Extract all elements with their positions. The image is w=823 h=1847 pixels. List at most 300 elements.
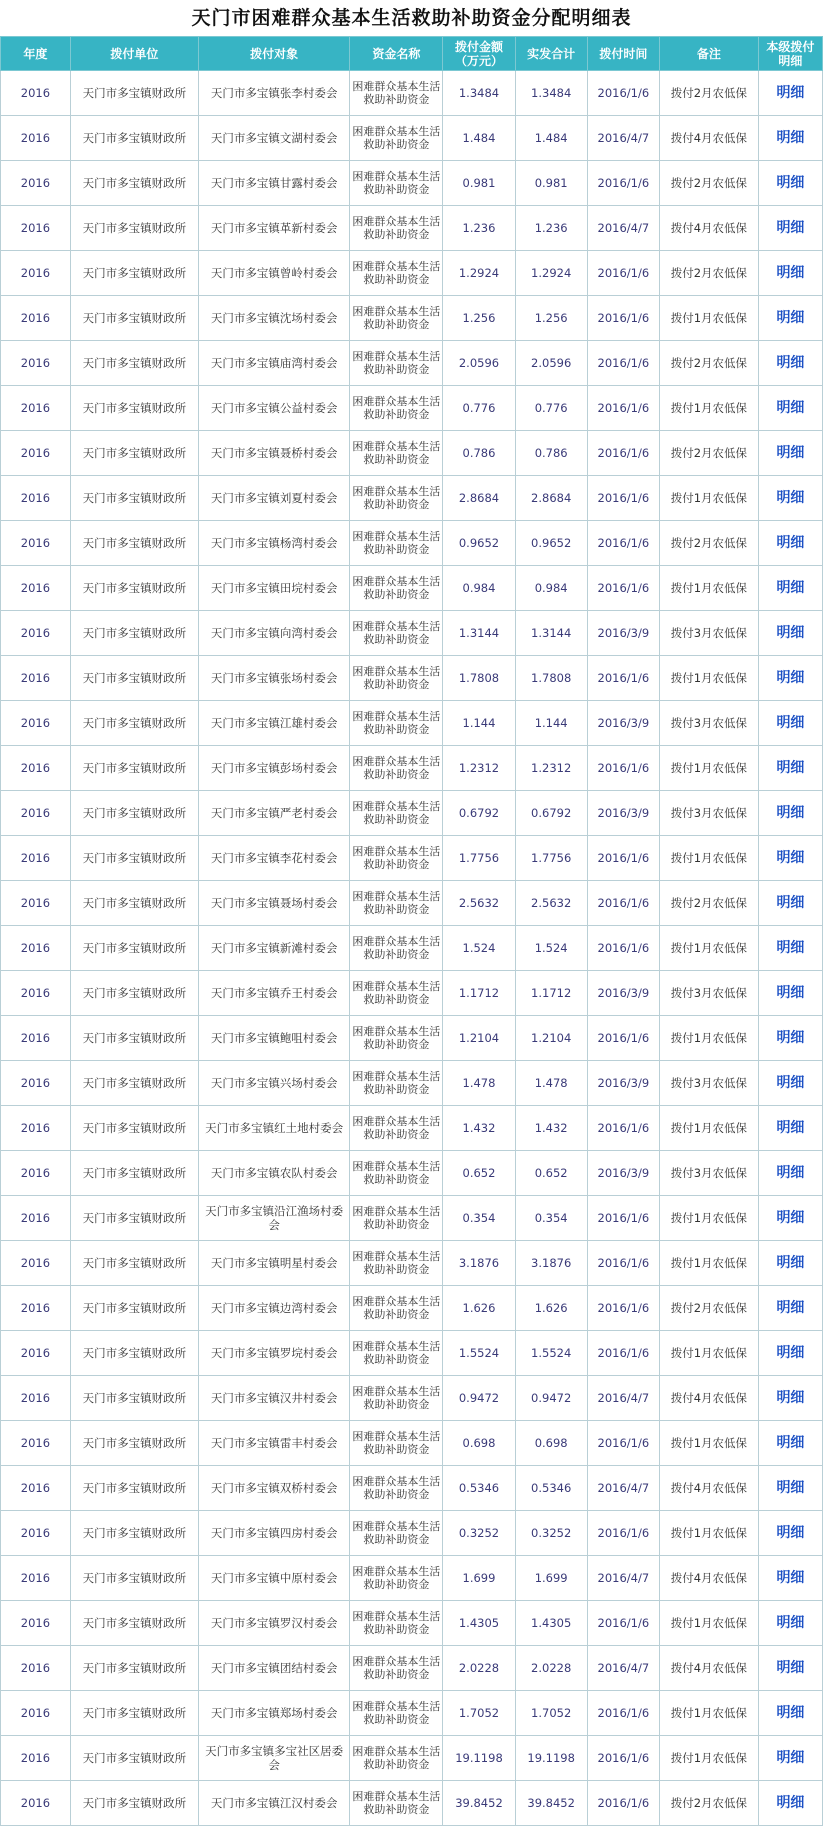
- detail-link[interactable]: 明细: [776, 1300, 805, 1316]
- actual-total-cell: 1.1712: [515, 971, 587, 1016]
- detail-link[interactable]: 明细: [776, 1435, 805, 1451]
- amount-cell: 1.5524: [443, 1331, 515, 1376]
- detail-link[interactable]: 明细: [776, 355, 805, 371]
- table-row: [1, 1016, 823, 1061]
- remark-cell: 拨付2月农低保: [659, 251, 758, 296]
- detail-link[interactable]: 明细: [776, 1345, 805, 1361]
- recipient-cell: 天门市多宝镇革新村委会: [198, 206, 349, 251]
- table-row: [1, 1601, 823, 1646]
- year-cell: 2016: [1, 476, 71, 521]
- actual-total-cell: 1.256: [515, 296, 587, 341]
- date-cell: 2016/4/7: [587, 1646, 659, 1691]
- recipient-cell: 天门市多宝镇向湾村委会: [198, 611, 349, 656]
- col-payer-header: 拨付单位: [70, 37, 198, 71]
- actual-total-cell: 1.699: [515, 1556, 587, 1601]
- recipient-cell: 天门市多宝镇沈场村委会: [198, 296, 349, 341]
- payer-cell: 天门市多宝镇财政所: [70, 881, 198, 926]
- fund-name-cell: 困难群众基本生活救助补助资金: [350, 1691, 443, 1736]
- date-cell: 2016/1/6: [587, 341, 659, 386]
- actual-total-cell: 3.1876: [515, 1241, 587, 1286]
- actual-total-cell: 1.2104: [515, 1016, 587, 1061]
- date-cell: 2016/3/9: [587, 611, 659, 656]
- detail-link[interactable]: 明细: [776, 985, 805, 1001]
- actual-total-cell: 0.3252: [515, 1511, 587, 1556]
- remark-cell: 拨付1月农低保: [659, 1511, 758, 1556]
- table-row: [1, 1196, 823, 1241]
- amount-cell: 2.8684: [443, 476, 515, 521]
- actual-total-cell: 0.776: [515, 386, 587, 431]
- remark-cell: 拨付1月农低保: [659, 1196, 758, 1241]
- date-cell: 2016/1/6: [587, 1511, 659, 1556]
- recipient-cell: 天门市多宝镇张李村委会: [198, 71, 349, 116]
- year-cell: 2016: [1, 251, 71, 296]
- detail-link[interactable]: 明细: [776, 1525, 805, 1541]
- year-cell: 2016: [1, 926, 71, 971]
- detail-cell: [758, 1511, 822, 1556]
- amount-cell: 0.9652: [443, 521, 515, 566]
- date-cell: 2016/3/9: [587, 1061, 659, 1106]
- detail-cell: [758, 1556, 822, 1601]
- recipient-cell: 天门市多宝镇团结村委会: [198, 1646, 349, 1691]
- amount-cell: 1.484: [443, 116, 515, 161]
- amount-cell: 2.0228: [443, 1646, 515, 1691]
- recipient-cell: 天门市多宝镇李花村委会: [198, 836, 349, 881]
- detail-link[interactable]: 明细: [776, 1795, 805, 1811]
- year-cell: 2016: [1, 206, 71, 251]
- detail-cell: [758, 1646, 822, 1691]
- year-cell: 2016: [1, 161, 71, 206]
- actual-total-cell: 0.698: [515, 1421, 587, 1466]
- table-row: [1, 611, 823, 656]
- actual-total-cell: 0.6792: [515, 791, 587, 836]
- payer-cell: 天门市多宝镇财政所: [70, 566, 198, 611]
- year-cell: 2016: [1, 1151, 71, 1196]
- remark-cell: 拨付3月农低保: [659, 701, 758, 746]
- fund-name-cell: 困难群众基本生活救助补助资金: [350, 1106, 443, 1151]
- header-row: [1, 37, 823, 71]
- actual-total-cell: 0.786: [515, 431, 587, 476]
- table-row: [1, 161, 823, 206]
- payer-cell: 天门市多宝镇财政所: [70, 791, 198, 836]
- recipient-cell: 天门市多宝镇汉井村委会: [198, 1376, 349, 1421]
- detail-cell: [758, 1241, 822, 1286]
- payer-cell: 天门市多宝镇财政所: [70, 1016, 198, 1061]
- col-date-header: 拨付时间: [587, 37, 659, 71]
- year-cell: 2016: [1, 656, 71, 701]
- amount-cell: 1.626: [443, 1286, 515, 1331]
- detail-link[interactable]: 明细: [776, 670, 805, 686]
- year-cell: 2016: [1, 881, 71, 926]
- fund-name-cell: 困难群众基本生活救助补助资金: [350, 656, 443, 701]
- detail-link[interactable]: 明细: [776, 445, 805, 461]
- detail-link[interactable]: 明细: [776, 1390, 805, 1406]
- amount-cell: 0.6792: [443, 791, 515, 836]
- recipient-cell: 天门市多宝镇严老村委会: [198, 791, 349, 836]
- col-actual-total-header: 实发合计: [515, 37, 587, 71]
- recipient-cell: 天门市多宝镇杨湾村委会: [198, 521, 349, 566]
- amount-cell: 1.144: [443, 701, 515, 746]
- detail-cell: [758, 476, 822, 521]
- payer-cell: 天门市多宝镇财政所: [70, 926, 198, 971]
- table-row: [1, 71, 823, 116]
- remark-cell: 拨付1月农低保: [659, 1421, 758, 1466]
- date-cell: 2016/1/6: [587, 926, 659, 971]
- table-row: [1, 746, 823, 791]
- remark-cell: 拨付4月农低保: [659, 1466, 758, 1511]
- remark-cell: 拨付3月农低保: [659, 791, 758, 836]
- fund-name-cell: 困难群众基本生活救助补助资金: [350, 1421, 443, 1466]
- date-cell: 2016/1/6: [587, 1241, 659, 1286]
- fund-name-cell: 困难群众基本生活救助补助资金: [350, 836, 443, 881]
- remark-cell: 拨付4月农低保: [659, 116, 758, 161]
- recipient-cell: 天门市多宝镇江雄村委会: [198, 701, 349, 746]
- recipient-cell: 天门市多宝镇罗汉村委会: [198, 1601, 349, 1646]
- actual-total-cell: 1.524: [515, 926, 587, 971]
- recipient-cell: 天门市多宝镇聂场村委会: [198, 881, 349, 926]
- detail-link[interactable]: 明细: [776, 400, 805, 416]
- remark-cell: 拨付1月农低保: [659, 296, 758, 341]
- year-cell: 2016: [1, 1511, 71, 1556]
- date-cell: 2016/1/6: [587, 386, 659, 431]
- year-cell: 2016: [1, 971, 71, 1016]
- detail-link[interactable]: 明细: [776, 850, 805, 866]
- fund-name-cell: 困难群众基本生活救助补助资金: [350, 431, 443, 476]
- year-cell: 2016: [1, 1736, 71, 1781]
- detail-link[interactable]: 明细: [776, 1030, 805, 1046]
- detail-cell: [758, 701, 822, 746]
- detail-link[interactable]: 明细: [776, 85, 805, 101]
- payer-cell: 天门市多宝镇财政所: [70, 1286, 198, 1331]
- table-row: [1, 116, 823, 161]
- year-cell: 2016: [1, 1601, 71, 1646]
- actual-total-cell: 0.981: [515, 161, 587, 206]
- amount-cell: 1.7052: [443, 1691, 515, 1736]
- fund-name-cell: 困难群众基本生活救助补助资金: [350, 116, 443, 161]
- fund-name-cell: 困难群众基本生活救助补助资金: [350, 161, 443, 206]
- actual-total-cell: 0.5346: [515, 1466, 587, 1511]
- detail-cell: [758, 1196, 822, 1241]
- table-row: [1, 656, 823, 701]
- actual-total-cell: 1.626: [515, 1286, 587, 1331]
- date-cell: 2016/1/6: [587, 161, 659, 206]
- detail-link[interactable]: 明细: [776, 940, 805, 956]
- recipient-cell: 天门市多宝镇双桥村委会: [198, 1466, 349, 1511]
- fund-name-cell: 困难群众基本生活救助补助资金: [350, 1466, 443, 1511]
- date-cell: 2016/1/6: [587, 656, 659, 701]
- amount-cell: 19.1198: [443, 1736, 515, 1781]
- detail-link[interactable]: 明细: [776, 760, 805, 776]
- fund-name-cell: 困难群众基本生活救助补助资金: [350, 1331, 443, 1376]
- amount-cell: 1.524: [443, 926, 515, 971]
- year-cell: 2016: [1, 71, 71, 116]
- detail-cell: [758, 836, 822, 881]
- fund-name-cell: 困难群众基本生活救助补助资金: [350, 251, 443, 296]
- fund-name-cell: 困难群众基本生活救助补助资金: [350, 386, 443, 431]
- remark-cell: 拨付1月农低保: [659, 1106, 758, 1151]
- payer-cell: 天门市多宝镇财政所: [70, 1781, 198, 1826]
- year-cell: 2016: [1, 1016, 71, 1061]
- fund-name-cell: 困难群众基本生活救助补助资金: [350, 1376, 443, 1421]
- detail-link[interactable]: 明细: [776, 535, 805, 551]
- actual-total-cell: 1.4305: [515, 1601, 587, 1646]
- detail-link[interactable]: 明细: [776, 1660, 805, 1676]
- detail-cell: [758, 1736, 822, 1781]
- date-cell: 2016/1/6: [587, 836, 659, 881]
- fund-name-cell: 困难群众基本生活救助补助资金: [350, 566, 443, 611]
- year-cell: 2016: [1, 1376, 71, 1421]
- remark-cell: 拨付4月农低保: [659, 206, 758, 251]
- fund-name-cell: 困难群众基本生活救助补助资金: [350, 206, 443, 251]
- detail-cell: [758, 341, 822, 386]
- payer-cell: 天门市多宝镇财政所: [70, 971, 198, 1016]
- remark-cell: 拨付1月农低保: [659, 1016, 758, 1061]
- amount-cell: 1.7756: [443, 836, 515, 881]
- date-cell: 2016/1/6: [587, 746, 659, 791]
- amount-cell: 0.698: [443, 1421, 515, 1466]
- amount-cell: 0.9472: [443, 1376, 515, 1421]
- actual-total-cell: 1.2924: [515, 251, 587, 296]
- date-cell: 2016/1/6: [587, 251, 659, 296]
- payer-cell: 天门市多宝镇财政所: [70, 1691, 198, 1736]
- date-cell: 2016/1/6: [587, 1286, 659, 1331]
- remark-cell: 拨付4月农低保: [659, 1376, 758, 1421]
- year-cell: 2016: [1, 1061, 71, 1106]
- table-row: [1, 971, 823, 1016]
- detail-link[interactable]: 明细: [776, 805, 805, 821]
- detail-cell: [758, 1286, 822, 1331]
- detail-link[interactable]: 明细: [776, 1165, 805, 1181]
- amount-cell: 1.7808: [443, 656, 515, 701]
- remark-cell: 拨付4月农低保: [659, 1556, 758, 1601]
- remark-cell: 拨付1月农低保: [659, 656, 758, 701]
- remark-cell: 拨付3月农低保: [659, 1061, 758, 1106]
- date-cell: 2016/1/6: [587, 1196, 659, 1241]
- payer-cell: 天门市多宝镇财政所: [70, 1376, 198, 1421]
- table-row: [1, 1376, 823, 1421]
- recipient-cell: 天门市多宝镇乔王村委会: [198, 971, 349, 1016]
- payer-cell: 天门市多宝镇财政所: [70, 206, 198, 251]
- date-cell: 2016/1/6: [587, 1016, 659, 1061]
- detail-link[interactable]: 明细: [776, 1705, 805, 1721]
- date-cell: 2016/1/6: [587, 1331, 659, 1376]
- payer-cell: 天门市多宝镇财政所: [70, 1196, 198, 1241]
- payer-cell: 天门市多宝镇财政所: [70, 1421, 198, 1466]
- amount-cell: 0.652: [443, 1151, 515, 1196]
- payer-cell: 天门市多宝镇财政所: [70, 386, 198, 431]
- detail-link[interactable]: 明细: [776, 1075, 805, 1091]
- payer-cell: 天门市多宝镇财政所: [70, 1646, 198, 1691]
- amount-cell: 1.2312: [443, 746, 515, 791]
- recipient-cell: 天门市多宝镇边湾村委会: [198, 1286, 349, 1331]
- actual-total-cell: 1.432: [515, 1106, 587, 1151]
- amount-cell: 0.776: [443, 386, 515, 431]
- date-cell: 2016/4/7: [587, 1466, 659, 1511]
- date-cell: 2016/1/6: [587, 71, 659, 116]
- table-row: [1, 1736, 823, 1781]
- amount-cell: 1.432: [443, 1106, 515, 1151]
- amount-cell: 0.3252: [443, 1511, 515, 1556]
- detail-link[interactable]: 明细: [776, 1570, 805, 1586]
- detail-link[interactable]: 明细: [776, 895, 805, 911]
- detail-link[interactable]: 明细: [776, 175, 805, 191]
- remark-cell: 拨付1月农低保: [659, 386, 758, 431]
- detail-link[interactable]: 明细: [776, 130, 805, 146]
- date-cell: 2016/4/7: [587, 1376, 659, 1421]
- remark-cell: 拨付1月农低保: [659, 1736, 758, 1781]
- amount-cell: 3.1876: [443, 1241, 515, 1286]
- year-cell: 2016: [1, 836, 71, 881]
- payer-cell: 天门市多宝镇财政所: [70, 296, 198, 341]
- fund-name-cell: 困难群众基本生活救助补助资金: [350, 971, 443, 1016]
- amount-cell: 1.2924: [443, 251, 515, 296]
- amount-cell: 0.5346: [443, 1466, 515, 1511]
- amount-cell: 1.256: [443, 296, 515, 341]
- table-row: [1, 251, 823, 296]
- date-cell: 2016/1/6: [587, 1601, 659, 1646]
- remark-cell: 拨付2月农低保: [659, 1286, 758, 1331]
- remark-cell: 拨付1月农低保: [659, 1691, 758, 1736]
- year-cell: 2016: [1, 1691, 71, 1736]
- detail-link[interactable]: 明细: [776, 1480, 805, 1496]
- detail-cell: [758, 746, 822, 791]
- table-row: [1, 791, 823, 836]
- detail-cell: [758, 71, 822, 116]
- amount-cell: 0.981: [443, 161, 515, 206]
- detail-link[interactable]: 明细: [776, 1255, 805, 1271]
- payer-cell: 天门市多宝镇财政所: [70, 1736, 198, 1781]
- payer-cell: 天门市多宝镇财政所: [70, 1466, 198, 1511]
- recipient-cell: 天门市多宝镇庙湾村委会: [198, 341, 349, 386]
- detail-link[interactable]: 明细: [776, 1120, 805, 1136]
- recipient-cell: 天门市多宝镇田垸村委会: [198, 566, 349, 611]
- detail-link[interactable]: 明细: [776, 1750, 805, 1766]
- amount-cell: 1.4305: [443, 1601, 515, 1646]
- detail-cell: [758, 1331, 822, 1376]
- payer-cell: 天门市多宝镇财政所: [70, 656, 198, 701]
- recipient-cell: 天门市多宝镇甘露村委会: [198, 161, 349, 206]
- year-cell: 2016: [1, 746, 71, 791]
- payer-cell: 天门市多宝镇财政所: [70, 1241, 198, 1286]
- payer-cell: 天门市多宝镇财政所: [70, 521, 198, 566]
- year-cell: 2016: [1, 1331, 71, 1376]
- date-cell: 2016/3/9: [587, 1151, 659, 1196]
- amount-cell: 0.354: [443, 1196, 515, 1241]
- detail-link[interactable]: 明细: [776, 580, 805, 596]
- detail-link[interactable]: 明细: [776, 490, 805, 506]
- fund-name-cell: 困难群众基本生活救助补助资金: [350, 926, 443, 971]
- date-cell: 2016/1/6: [587, 1781, 659, 1826]
- year-cell: 2016: [1, 431, 71, 476]
- detail-cell: [758, 1466, 822, 1511]
- date-cell: 2016/1/6: [587, 1691, 659, 1736]
- amount-cell: 39.8452: [443, 1781, 515, 1826]
- year-cell: 2016: [1, 521, 71, 566]
- detail-cell: [758, 1601, 822, 1646]
- recipient-cell: 天门市多宝镇曾岭村委会: [198, 251, 349, 296]
- detail-cell: [758, 1376, 822, 1421]
- detail-link[interactable]: 明细: [776, 625, 805, 641]
- payer-cell: 天门市多宝镇财政所: [70, 1511, 198, 1556]
- detail-cell: [758, 206, 822, 251]
- payer-cell: 天门市多宝镇财政所: [70, 1331, 198, 1376]
- actual-total-cell: 1.144: [515, 701, 587, 746]
- date-cell: 2016/1/6: [587, 521, 659, 566]
- year-cell: 2016: [1, 1421, 71, 1466]
- table-row: [1, 836, 823, 881]
- detail-cell: [758, 296, 822, 341]
- table-row: [1, 1331, 823, 1376]
- detail-link[interactable]: 明细: [776, 715, 805, 731]
- recipient-cell: 天门市多宝镇四房村委会: [198, 1511, 349, 1556]
- table-row: [1, 1286, 823, 1331]
- detail-link[interactable]: 明细: [776, 1615, 805, 1631]
- detail-link[interactable]: 明细: [776, 310, 805, 326]
- actual-total-cell: 0.984: [515, 566, 587, 611]
- year-cell: 2016: [1, 386, 71, 431]
- date-cell: 2016/1/6: [587, 1106, 659, 1151]
- recipient-cell: 天门市多宝镇明星村委会: [198, 1241, 349, 1286]
- remark-cell: 拨付1月农低保: [659, 926, 758, 971]
- fund-name-cell: 困难群众基本生活救助补助资金: [350, 1781, 443, 1826]
- year-cell: 2016: [1, 341, 71, 386]
- recipient-cell: 天门市多宝镇刘夏村委会: [198, 476, 349, 521]
- remark-cell: 拨付4月农低保: [659, 1646, 758, 1691]
- actual-total-cell: 0.9472: [515, 1376, 587, 1421]
- fund-name-cell: 困难群众基本生活救助补助资金: [350, 476, 443, 521]
- detail-link[interactable]: 明细: [776, 1210, 805, 1226]
- actual-total-cell: 1.236: [515, 206, 587, 251]
- actual-total-cell: 19.1198: [515, 1736, 587, 1781]
- amount-cell: 1.3144: [443, 611, 515, 656]
- recipient-cell: 天门市多宝镇兴场村委会: [198, 1061, 349, 1106]
- fund-name-cell: 困难群众基本生活救助补助资金: [350, 746, 443, 791]
- table-row: [1, 1691, 823, 1736]
- actual-total-cell: 2.0596: [515, 341, 587, 386]
- table-row: [1, 1421, 823, 1466]
- detail-cell: [758, 1781, 822, 1826]
- recipient-cell: 天门市多宝镇聂桥村委会: [198, 431, 349, 476]
- page-title: 天门市困难群众基本生活救助补助资金分配明细表: [191, 7, 632, 29]
- amount-cell: 2.5632: [443, 881, 515, 926]
- table-row: [1, 566, 823, 611]
- actual-total-cell: 39.8452: [515, 1781, 587, 1826]
- payer-cell: 天门市多宝镇财政所: [70, 341, 198, 386]
- table-row: [1, 1106, 823, 1151]
- date-cell: 2016/3/9: [587, 791, 659, 836]
- date-cell: 2016/3/9: [587, 971, 659, 1016]
- actual-total-cell: 1.478: [515, 1061, 587, 1106]
- date-cell: 2016/1/6: [587, 566, 659, 611]
- table-row: [1, 476, 823, 521]
- table-row: [1, 1646, 823, 1691]
- payer-cell: 天门市多宝镇财政所: [70, 611, 198, 656]
- table-row: [1, 341, 823, 386]
- fund-name-cell: 困难群众基本生活救助补助资金: [350, 341, 443, 386]
- detail-link[interactable]: 明细: [776, 220, 805, 236]
- actual-total-cell: 1.3144: [515, 611, 587, 656]
- detail-cell: [758, 926, 822, 971]
- recipient-cell: 天门市多宝镇红土地村委会: [198, 1106, 349, 1151]
- detail-link[interactable]: 明细: [776, 265, 805, 281]
- year-cell: 2016: [1, 1106, 71, 1151]
- actual-total-cell: 2.5632: [515, 881, 587, 926]
- year-cell: 2016: [1, 1466, 71, 1511]
- year-cell: 2016: [1, 296, 71, 341]
- table-row: [1, 431, 823, 476]
- payer-cell: 天门市多宝镇财政所: [70, 701, 198, 746]
- col-remark-header: 备注: [659, 37, 758, 71]
- year-cell: 2016: [1, 1556, 71, 1601]
